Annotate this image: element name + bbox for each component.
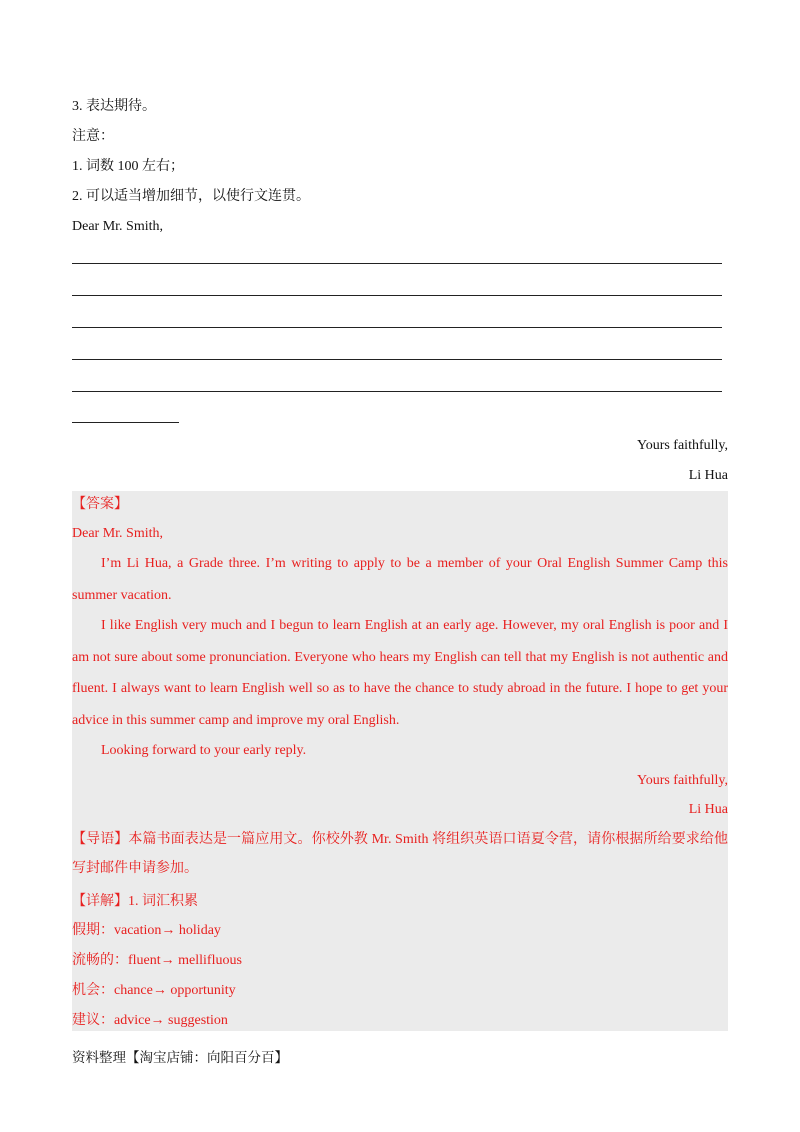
vocab-item: 建议：advice→ suggestion bbox=[72, 1013, 228, 1028]
detail-heading: 【详解】1. 词汇积累 bbox=[72, 894, 198, 909]
answer-paragraph-3: Looking forward to your early reply. bbox=[101, 743, 307, 758]
page-footer: 资料整理【淘宝店铺：向阳百分百】 bbox=[72, 1050, 288, 1065]
vocab-item: 假期：vacation→ holiday bbox=[72, 923, 221, 938]
writing-line bbox=[72, 263, 722, 264]
answer-salutation: Dear Mr. Smith, bbox=[72, 526, 163, 541]
letter-salutation: Dear Mr. Smith, bbox=[72, 219, 163, 234]
note-2: 2. 可以适当增加细节，以使行文连贯。 bbox=[72, 189, 310, 204]
vocab-item: 流畅的：fluent→ mellifluous bbox=[72, 953, 242, 968]
guide-text: 【导语】本篇书面表达是一篇应用文。你校外教 Mr. Smith 将组织英语口语夏令营，请你根据所给要求给他写封邮件申请参加。 bbox=[72, 832, 728, 876]
answer-heading: 【答案】 bbox=[72, 497, 128, 512]
letter-signature: Li Hua bbox=[688, 468, 728, 483]
answer-closing: Yours faithfully, bbox=[636, 773, 728, 788]
answer-signature: Li Hua bbox=[688, 802, 728, 817]
task-item-3: 3. 表达期待。 bbox=[72, 99, 156, 114]
writing-line bbox=[72, 327, 722, 328]
answer-paragraph-1: I’m Li Hua, a Grade three. I’m writing to apply to be a member of your Oral English Summer Camp this summer vacation. bbox=[72, 556, 728, 603]
notes-title: 注意： bbox=[72, 129, 114, 144]
writing-line bbox=[72, 295, 722, 296]
writing-line-short bbox=[72, 422, 179, 423]
writing-line bbox=[72, 391, 722, 392]
answer-paragraph-2: I like English very much and I begun to learn English at an early age. However, my oral English is poor and I am not sure about some pronunciation. Everyone who hears my English can tell that my English is not authentic and fluent. I always want to learn English well so as to have the chance to study abroad in the future. I hope to get your advice in this summer camp and improve my oral English. bbox=[72, 618, 728, 728]
note-1: 1. 词数 100 左右； bbox=[72, 159, 184, 174]
vocab-item: 机会：chance→ opportunity bbox=[72, 983, 236, 998]
writing-line bbox=[72, 359, 722, 360]
letter-closing: Yours faithfully, bbox=[636, 438, 728, 453]
